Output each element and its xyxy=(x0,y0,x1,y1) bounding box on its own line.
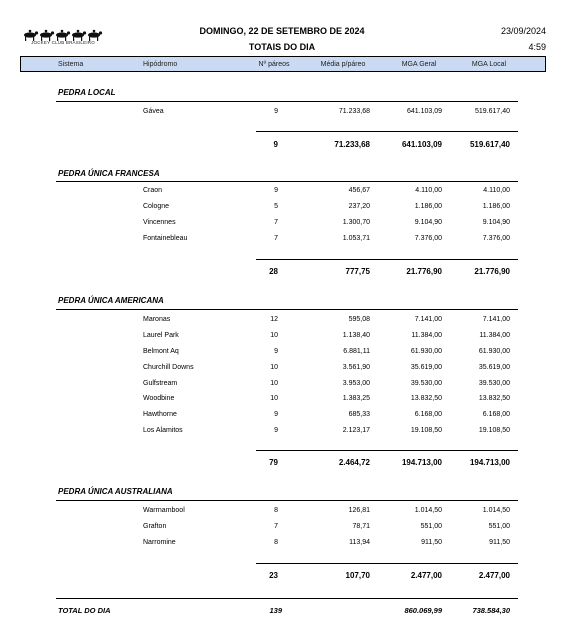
col-mga-local: MGA Local xyxy=(471,61,507,68)
row-mga-geral: 7.376,00 xyxy=(414,235,442,242)
row-pareos: 9 xyxy=(274,411,278,418)
row-hipodromo: Warrnambool xyxy=(143,507,185,514)
row-mga-local: 11.384,00 xyxy=(479,332,510,339)
subtotal-mga-local: 519.617,40 xyxy=(469,140,510,149)
row-media: 1.300,70 xyxy=(342,219,370,226)
report-subtitle: TOTAIS DO DIA xyxy=(248,42,316,52)
row-mga-geral: 39.530,00 xyxy=(410,380,442,387)
row-mga-local: 61.930,00 xyxy=(478,348,510,355)
row-mga-geral: 911,50 xyxy=(421,539,442,546)
subtotal-pareos: 79 xyxy=(269,458,278,467)
row-mga-geral: 19.108,50 xyxy=(410,427,442,434)
row-media: 456,67 xyxy=(348,187,370,194)
row-mga-geral: 6.168,00 xyxy=(414,411,442,418)
row-pareos: 7 xyxy=(274,219,278,226)
row-mga-local: 551,00 xyxy=(488,523,510,530)
row-mga-local: 4.110,00 xyxy=(483,187,510,194)
report-time: 4:59 xyxy=(528,42,546,52)
row-hipodromo: Laurel Park xyxy=(143,332,179,339)
subtotal-mga-geral: 21.776,90 xyxy=(406,267,442,276)
section-divider xyxy=(56,181,518,182)
subtotal-divider xyxy=(256,259,518,260)
grand-total-mga-local: 738.584,30 xyxy=(472,606,510,615)
row-hipodromo: Craon xyxy=(143,187,163,194)
row-mga-local: 1.014,50 xyxy=(482,507,510,514)
subtotal-pareos: 28 xyxy=(269,267,278,276)
row-media: 595,08 xyxy=(348,316,370,323)
row-media: 126,81 xyxy=(348,507,370,514)
section-divider xyxy=(56,101,518,102)
row-hipodromo: Gávea xyxy=(143,108,164,115)
row-hipodromo: Los Alamitos xyxy=(143,427,183,434)
row-media: 1.138,40 xyxy=(342,332,370,339)
row-pareos: 5 xyxy=(274,203,278,210)
subtotal-divider xyxy=(256,563,518,564)
row-media: 78,71 xyxy=(352,523,370,530)
row-hipodromo: Woodbine xyxy=(143,395,175,402)
row-mga-local: 9.104,90 xyxy=(482,219,510,226)
subtotal-pareos: 9 xyxy=(273,140,278,149)
col-media: Média p/páreo xyxy=(320,61,366,68)
row-pareos: 10 xyxy=(270,332,278,339)
subtotal-pareos: 23 xyxy=(269,571,278,580)
row-hipodromo: Vincennes xyxy=(143,219,176,226)
row-mga-geral: 1.014,50 xyxy=(414,507,442,514)
report-date: 23/09/2024 xyxy=(500,26,546,36)
row-mga-local: 1.186,00 xyxy=(482,203,510,210)
subtotal-media: 71.233,68 xyxy=(334,140,370,149)
row-media: 2.123,17 xyxy=(342,427,370,434)
subtotal-mga-geral: 2.477,00 xyxy=(410,571,442,580)
grand-total-label: TOTAL DO DIA xyxy=(58,606,111,615)
row-hipodromo: Belmont Aq xyxy=(143,348,179,355)
section-title: PEDRA ÚNICA AUSTRALIANA xyxy=(58,487,173,496)
col-pareos: Nº páreos xyxy=(258,61,290,68)
row-hipodromo: Churchill Downs xyxy=(143,364,194,371)
row-pareos: 9 xyxy=(274,108,278,115)
row-media: 113,94 xyxy=(349,539,370,546)
row-hipodromo: Grafton xyxy=(143,523,167,530)
row-media: 1.053,71 xyxy=(342,235,370,242)
row-media: 1.383,25 xyxy=(342,395,370,402)
row-media: 3.953,00 xyxy=(342,380,370,387)
subtotal-media: 107,70 xyxy=(345,571,370,580)
subtotal-mga-local: 2.477,00 xyxy=(478,571,510,580)
subtotal-media: 777,75 xyxy=(345,267,370,276)
row-pareos: 8 xyxy=(274,539,278,546)
row-mga-geral: 61.930,00 xyxy=(410,348,442,355)
row-mga-geral: 11.384,00 xyxy=(411,332,442,339)
subtotal-divider xyxy=(256,131,518,132)
row-pareos: 9 xyxy=(274,348,278,355)
col-mga-geral: MGA Geral xyxy=(401,61,437,68)
row-mga-geral: 13.832,50 xyxy=(410,395,442,402)
row-hipodromo: Fontainebleau xyxy=(143,235,188,242)
row-pareos: 10 xyxy=(270,380,278,387)
row-pareos: 9 xyxy=(274,187,278,194)
row-pareos: 10 xyxy=(270,364,278,371)
row-media: 71.233,68 xyxy=(338,108,370,115)
row-mga-geral: 4.110,00 xyxy=(415,187,442,194)
subtotal-mga-geral: 194.713,00 xyxy=(401,458,442,467)
subtotal-media: 2.464,72 xyxy=(338,458,370,467)
report-title: DOMINGO, 22 DE SETEMBRO DE 2024 xyxy=(199,26,365,36)
row-hipodromo: Hawthorne xyxy=(143,411,177,418)
row-mga-geral: 551,00 xyxy=(420,523,442,530)
row-mga-local: 911,50 xyxy=(489,539,510,546)
col-hipodromo: Hipódromo xyxy=(143,61,178,68)
section-divider xyxy=(56,309,518,310)
grand-total-divider xyxy=(56,598,518,599)
row-media: 6.881,11 xyxy=(343,348,370,355)
logo-text: JOCKEY CLUB BRASILEIRO xyxy=(31,40,95,45)
row-hipodromo: Maronas xyxy=(143,316,171,323)
row-hipodromo: Narromine xyxy=(143,539,176,546)
section-title: PEDRA ÚNICA AMERICANA xyxy=(58,296,164,305)
row-pareos: 7 xyxy=(274,235,278,242)
section-title: PEDRA ÚNICA FRANCESA xyxy=(58,169,160,178)
subtotal-mga-geral: 641.103,09 xyxy=(401,140,442,149)
row-mga-geral: 7.141,00 xyxy=(414,316,442,323)
row-mga-local: 35.619,00 xyxy=(478,364,510,371)
row-mga-geral: 641.103,09 xyxy=(406,108,442,115)
section-divider xyxy=(56,500,518,501)
row-mga-geral: 35.619,00 xyxy=(410,364,442,371)
row-mga-geral: 1.186,00 xyxy=(414,203,442,210)
row-pareos: 10 xyxy=(270,395,278,402)
row-pareos: 12 xyxy=(270,316,278,323)
subtotal-mga-local: 21.776,90 xyxy=(474,267,510,276)
row-media: 685,33 xyxy=(348,411,370,418)
row-pareos: 9 xyxy=(274,427,278,434)
row-media: 237,20 xyxy=(348,203,370,210)
row-mga-local: 6.168,00 xyxy=(482,411,510,418)
grand-total-mga-geral: 860.069,99 xyxy=(404,606,442,615)
row-mga-local: 7.376,00 xyxy=(482,235,510,242)
col-sistema: Sistema xyxy=(58,61,84,68)
grand-total-pareos: 139 xyxy=(269,606,282,615)
row-mga-local: 13.832,50 xyxy=(478,395,510,402)
subtotal-mga-local: 194.713,00 xyxy=(469,458,510,467)
row-hipodromo: Gulfstream xyxy=(143,380,178,387)
subtotal-divider xyxy=(256,450,518,451)
row-mga-local: 39.530,00 xyxy=(478,380,510,387)
row-mga-local: 519.617,40 xyxy=(474,108,510,115)
row-mga-geral: 9.104,90 xyxy=(414,219,442,226)
row-pareos: 7 xyxy=(274,523,278,530)
row-hipodromo: Cologne xyxy=(143,203,170,210)
row-media: 3.561,90 xyxy=(342,364,370,371)
row-mga-local: 7.141,00 xyxy=(482,316,510,323)
row-pareos: 8 xyxy=(274,507,278,514)
row-mga-local: 19.108,50 xyxy=(478,427,510,434)
section-title: PEDRA LOCAL xyxy=(58,88,116,97)
